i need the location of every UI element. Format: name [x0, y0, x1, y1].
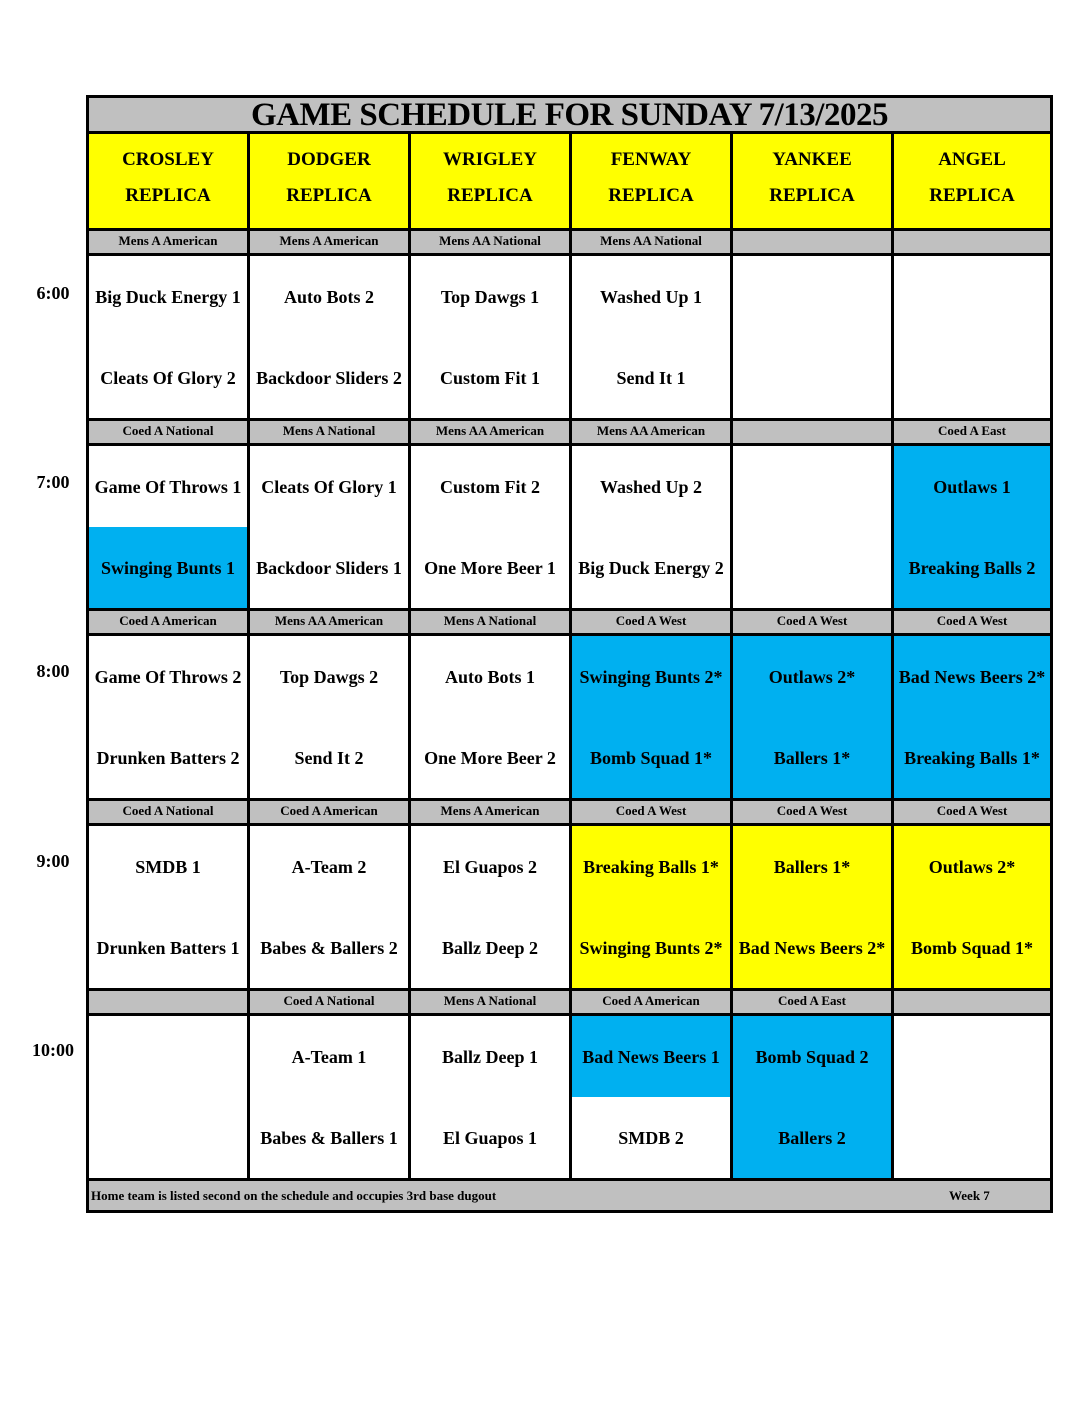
game-cell	[894, 1016, 1050, 1178]
division-label: Coed A American	[250, 801, 411, 823]
field-name: YANKEE	[772, 149, 852, 170]
home-team	[733, 337, 891, 418]
home-team: Big Duck Energy 2	[572, 527, 730, 608]
division-row	[89, 421, 1050, 446]
home-team: Custom Fit 1	[411, 337, 569, 418]
home-team: Breaking Balls 1*	[894, 717, 1050, 798]
away-team: A-Team 2	[250, 826, 408, 907]
home-team: Swinging Bunts 1	[89, 527, 247, 608]
field-type: REPLICA	[769, 185, 855, 206]
game-cell	[733, 826, 894, 988]
away-team: Bad News Beers 2*	[894, 636, 1050, 717]
away-team: Outlaws 1	[894, 446, 1050, 527]
game-cell	[894, 636, 1050, 798]
game-cell	[572, 1016, 733, 1178]
away-team	[894, 256, 1050, 337]
home-team: Babes & Ballers 1	[250, 1097, 408, 1178]
home-team: Breaking Balls 2	[894, 527, 1050, 608]
game-cell	[89, 826, 250, 988]
division-label: Mens A American	[250, 231, 411, 253]
game-cell	[894, 826, 1050, 988]
game-cell	[250, 826, 411, 988]
home-team: Babes & Ballers 2	[250, 907, 408, 988]
game-row	[89, 256, 1050, 421]
time-label: 6:00	[36, 283, 70, 303]
away-team: Ballz Deep 1	[411, 1016, 569, 1097]
field-header-crosley	[89, 134, 250, 228]
footer-note: Home team is listed second on the schedule and occupies 3rd base dugout	[91, 1188, 497, 1203]
home-team: Cleats Of Glory 2	[89, 337, 247, 418]
away-team: Outlaws 2*	[894, 826, 1050, 907]
home-team	[894, 1097, 1050, 1178]
home-team: Send It 1	[572, 337, 730, 418]
division-label: Coed A West	[572, 801, 733, 823]
division-label: Mens A National	[411, 611, 572, 633]
division-label: Coed A National	[89, 801, 250, 823]
division-label	[89, 991, 250, 1013]
field-name: FENWAY	[610, 149, 692, 170]
home-team: Bomb Squad 1*	[894, 907, 1050, 988]
division-label	[894, 231, 1050, 253]
division-label: Coed A East	[938, 423, 1006, 438]
away-team: Auto Bots 1	[411, 636, 569, 717]
division-label: Coed A West	[936, 613, 1008, 628]
game-cell	[250, 446, 411, 608]
time-label: 8:00	[36, 661, 70, 681]
field-type: REPLICA	[447, 185, 533, 206]
division-label: Coed A West	[572, 611, 733, 633]
home-team: Drunken Batters 2	[89, 717, 247, 798]
division-label	[733, 421, 894, 443]
field-name: ANGEL	[938, 149, 1006, 170]
away-team: SMDB 1	[89, 826, 247, 907]
field-type: REPLICA	[608, 185, 694, 206]
home-team: Send It 2	[250, 717, 408, 798]
game-cell	[572, 256, 733, 418]
week-label: Week 7	[949, 1188, 990, 1203]
away-team: Auto Bots 2	[250, 256, 408, 337]
game-cell	[250, 636, 411, 798]
time-label: 9:00	[36, 851, 70, 871]
field-header-fenway	[572, 134, 733, 228]
home-team: Swinging Bunts 2*	[572, 907, 730, 988]
division-label: Mens A American	[411, 801, 572, 823]
game-cell	[411, 1016, 572, 1178]
game-cell	[733, 446, 894, 608]
field-name: CROSLEY	[122, 149, 214, 170]
game-cell	[894, 256, 1050, 418]
game-cell	[250, 1016, 411, 1178]
game-cell	[572, 636, 733, 798]
away-team	[89, 1016, 247, 1097]
field-name: WRIGLEY	[443, 149, 537, 170]
field-type: REPLICA	[286, 185, 372, 206]
division-label: Coed A West	[733, 801, 894, 823]
game-cell	[89, 446, 250, 608]
game-row	[89, 1016, 1050, 1181]
division-label: Mens AA American	[250, 611, 411, 633]
division-row	[89, 231, 1050, 256]
game-cell	[411, 446, 572, 608]
schedule-table	[86, 95, 1053, 1213]
away-team: Breaking Balls 1*	[572, 826, 730, 907]
game-cell	[411, 826, 572, 988]
home-team: Ballers 2	[733, 1097, 891, 1178]
away-team: Washed Up 2	[572, 446, 730, 527]
division-row	[89, 611, 1050, 636]
away-team: Big Duck Energy 1	[89, 256, 247, 337]
division-label: Coed A National	[250, 991, 411, 1013]
division-label: Coed A West	[733, 611, 894, 633]
game-cell	[733, 636, 894, 798]
timeslot-rows	[89, 231, 1050, 1181]
away-team: Top Dawgs 1	[411, 256, 569, 337]
away-team: Outlaws 2*	[733, 636, 891, 717]
away-team: Cleats Of Glory 1	[250, 446, 408, 527]
game-row	[89, 826, 1050, 991]
away-team: Game Of Throws 2	[89, 636, 247, 717]
game-cell	[894, 446, 1050, 608]
game-cell	[572, 446, 733, 608]
field-header-row	[89, 134, 1050, 231]
home-team	[894, 337, 1050, 418]
division-label	[894, 991, 1050, 1013]
game-cell	[89, 256, 250, 418]
away-team: Swinging Bunts 2*	[572, 636, 730, 717]
away-team: Bad News Beers 1	[572, 1016, 730, 1097]
home-team	[733, 527, 891, 608]
game-cell	[89, 636, 250, 798]
division-row	[89, 801, 1050, 826]
away-team: El Guapos 2	[411, 826, 569, 907]
home-team: One More Beer 1	[411, 527, 569, 608]
home-team: Backdoor Sliders 2	[250, 337, 408, 418]
away-team: Washed Up 1	[572, 256, 730, 337]
away-team	[894, 1016, 1050, 1097]
home-team: Bad News Beers 2*	[733, 907, 891, 988]
division-label: Mens AA National	[572, 231, 733, 253]
away-team: Top Dawgs 2	[250, 636, 408, 717]
division-label: Coed A National	[89, 421, 250, 443]
game-cell	[250, 256, 411, 418]
time-label: 7:00	[36, 472, 70, 492]
away-team: Game Of Throws 1	[89, 446, 247, 527]
division-label: Coed A West	[936, 803, 1008, 818]
time-label: 10:00	[32, 1040, 74, 1060]
home-team: Drunken Batters 1	[89, 907, 247, 988]
home-team: Ballz Deep 2	[411, 907, 569, 988]
home-team: Bomb Squad 1*	[572, 717, 730, 798]
home-team: SMDB 2	[572, 1097, 730, 1178]
division-label: Mens AA American	[411, 421, 572, 443]
away-team: Ballers 1*	[733, 826, 891, 907]
division-label: Mens A American	[89, 231, 250, 253]
game-cell	[411, 256, 572, 418]
field-header-angel	[894, 134, 1050, 228]
away-team	[733, 256, 891, 337]
field-header-yankee	[733, 134, 894, 228]
away-team: Bomb Squad 2	[733, 1016, 891, 1097]
home-team: Backdoor Sliders 1	[250, 527, 408, 608]
field-header-dodger	[250, 134, 411, 228]
division-label: Coed A American	[572, 991, 733, 1013]
away-team: Custom Fit 2	[411, 446, 569, 527]
division-label: Coed A American	[89, 611, 250, 633]
game-cell	[572, 826, 733, 988]
game-cell	[733, 1016, 894, 1178]
game-row	[89, 446, 1050, 611]
field-name: DODGER	[287, 149, 371, 170]
away-team: A-Team 1	[250, 1016, 408, 1097]
schedule-footer	[89, 1181, 1050, 1210]
division-label: Mens AA American	[572, 421, 733, 443]
game-cell	[89, 1016, 250, 1178]
home-team: One More Beer 2	[411, 717, 569, 798]
game-row	[89, 636, 1050, 801]
away-team	[733, 446, 891, 527]
division-row	[89, 991, 1050, 1016]
game-cell	[733, 256, 894, 418]
division-label: Mens A National	[411, 991, 572, 1013]
division-label: Coed A East	[733, 991, 894, 1013]
home-team	[89, 1097, 247, 1178]
field-type: REPLICA	[929, 185, 1015, 206]
schedule-title: GAME SCHEDULE FOR SUNDAY 7/13/2025	[89, 98, 1050, 134]
division-label	[733, 231, 894, 253]
game-cell	[411, 636, 572, 798]
field-header-wrigley	[411, 134, 572, 228]
division-label: Mens A National	[250, 421, 411, 443]
field-type: REPLICA	[125, 185, 211, 206]
home-team: El Guapos 1	[411, 1097, 569, 1178]
division-label: Mens AA National	[411, 231, 572, 253]
home-team: Ballers 1*	[733, 717, 891, 798]
